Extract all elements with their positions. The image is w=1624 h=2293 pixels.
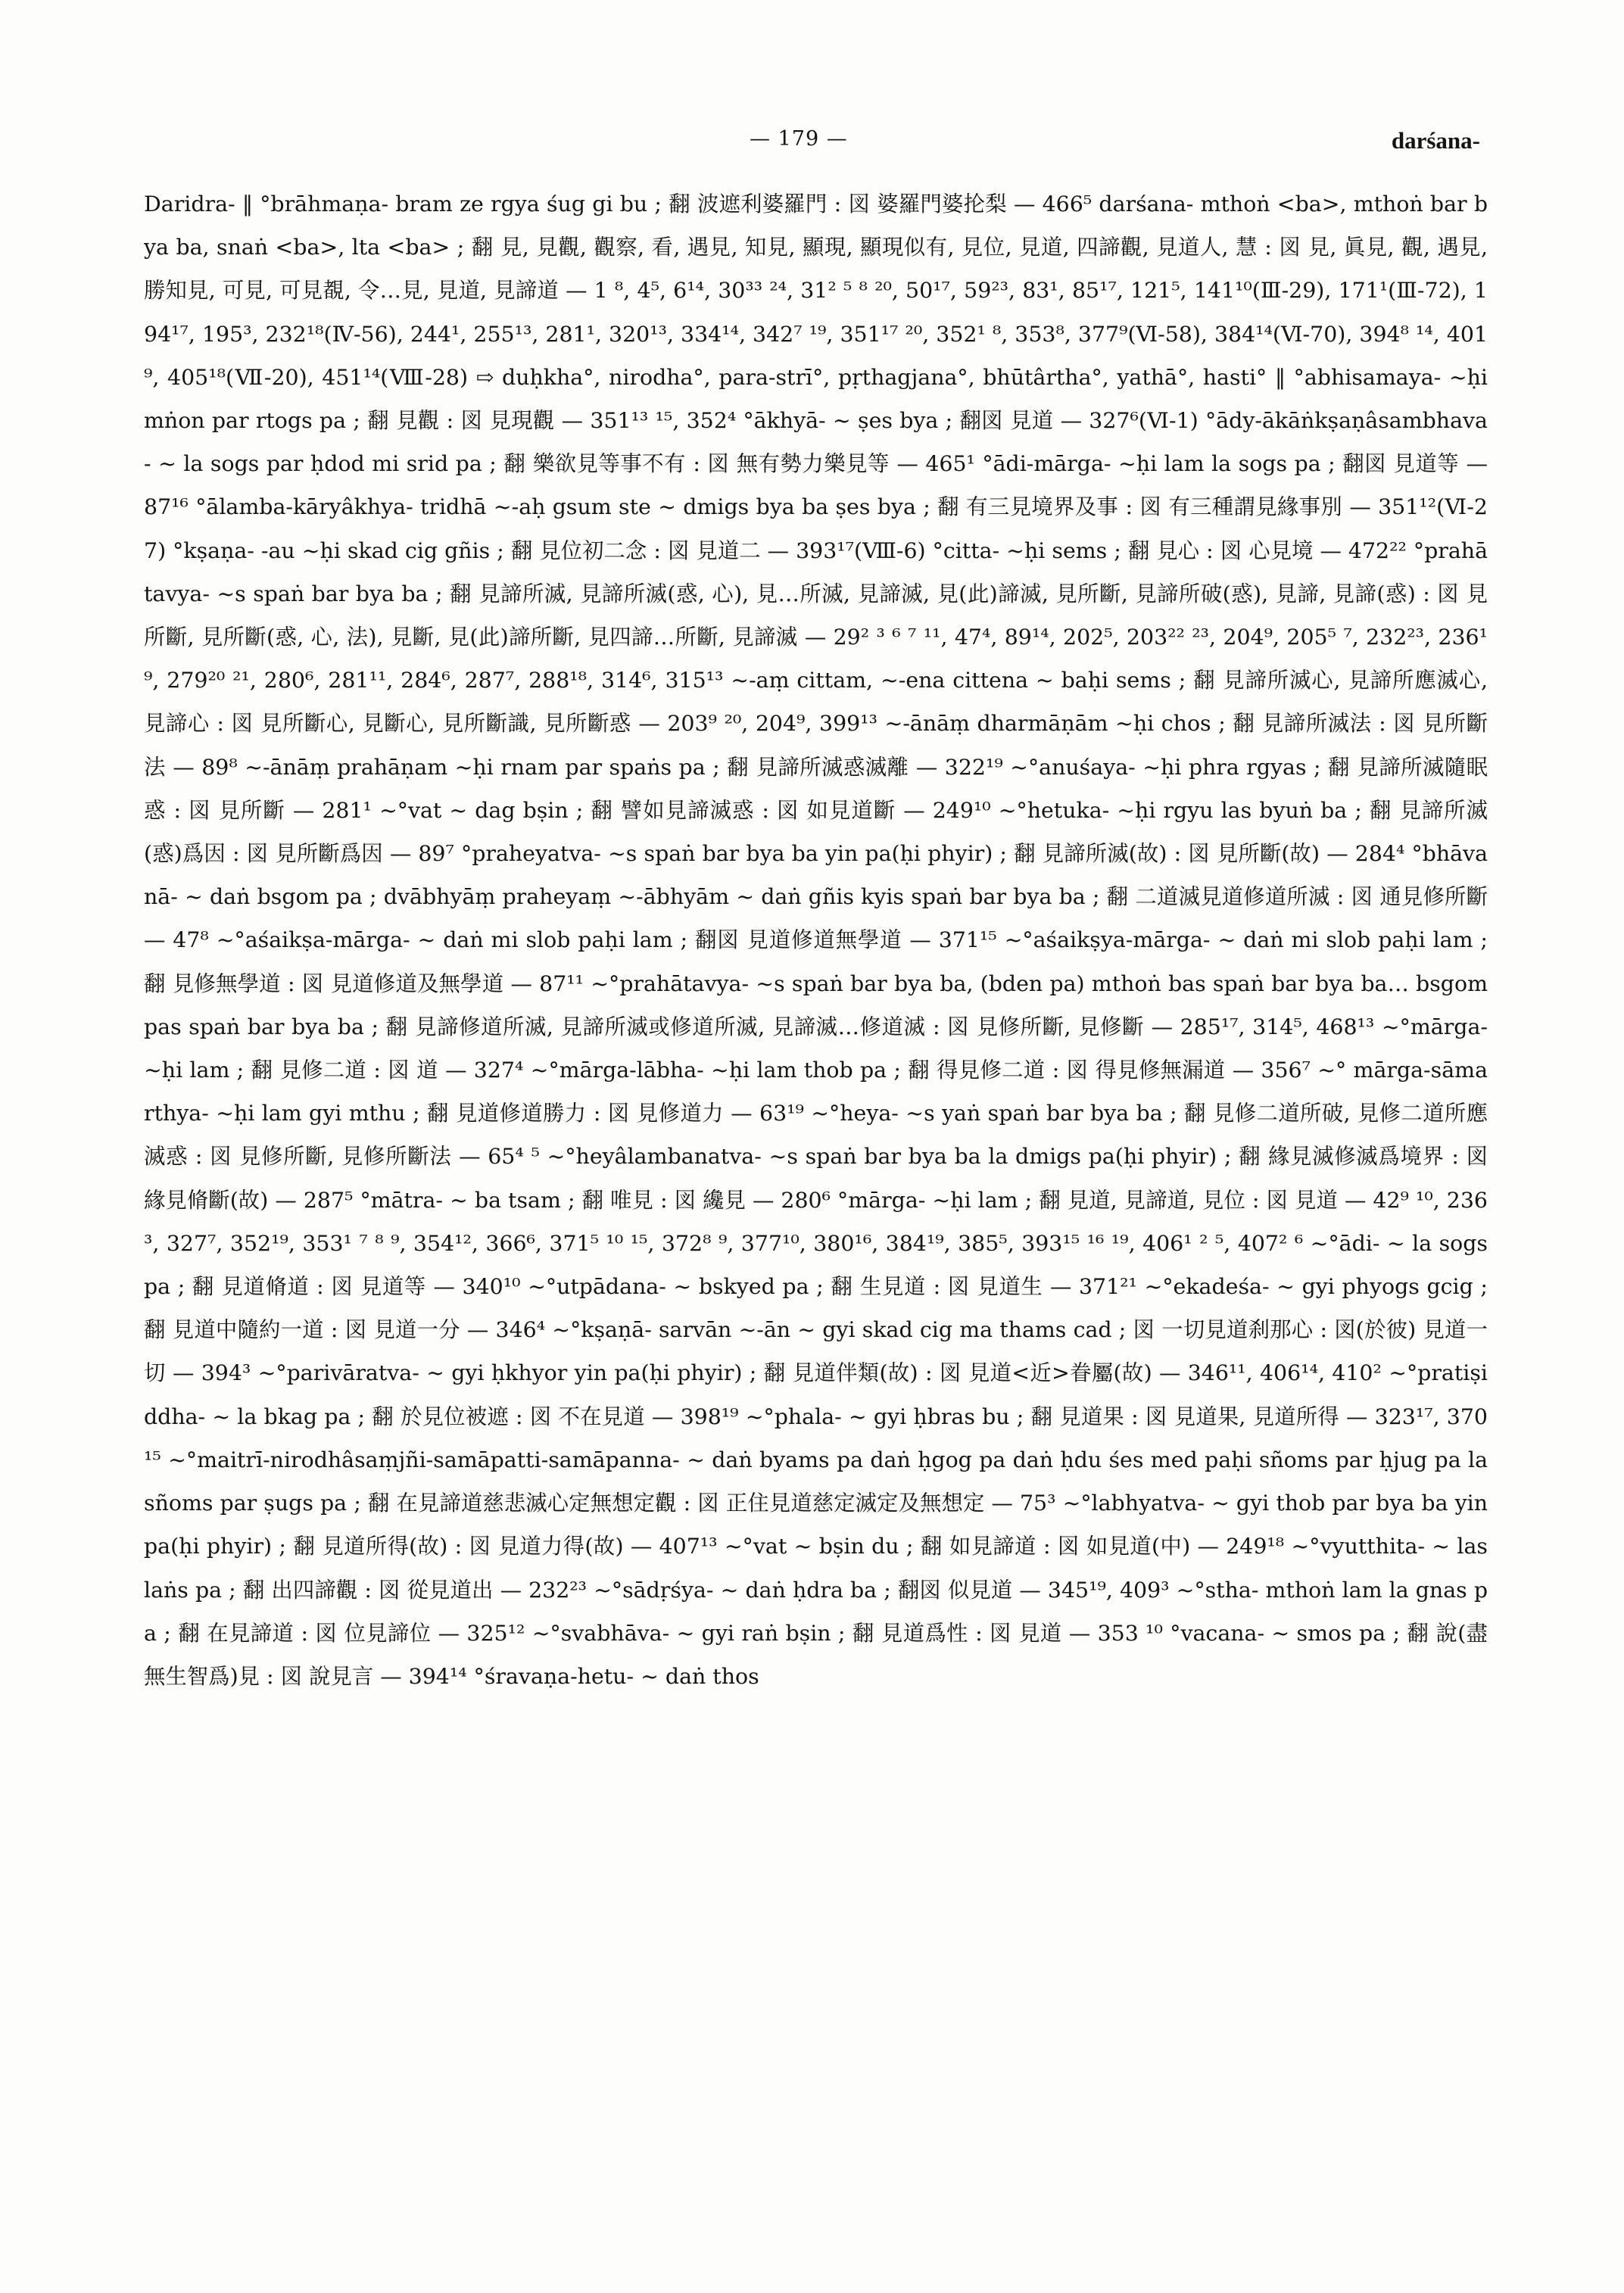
page-number: — 179 — — [750, 127, 848, 151]
dictionary-body — [144, 182, 1488, 2249]
page-header — [0, 127, 1624, 165]
dictionary-entry-text: Daridra- ‖ °brāhmaṇa- bram ze rgya śug gi bu ; 翻 波遮利婆羅門 : 図 婆羅門婆抡梨 — 466⁵ darśana- mthoṅ <ba>, mthoṅ bar bya ba, snaṅ <ba>, lta <ba> ; 翻 見, 見觀, 觀察, 看, 遇見, 知見, 顯現, 顯現似有, 見位, 見道, 四諦觀, 見道人, 慧 : 図 見, 眞見, 觀, 遇見, 勝知見, 可見, 可見覩, 令…見, 見道, 見諦道 — 1 ⁸, 4⁵, 6¹⁴, 30³³ ²⁴, 31² ⁵ ⁸ ²⁰, 50¹⁷, 59²³, 83¹, 85¹⁷, 121⁵, 141¹⁰(Ⅲ-29), 171¹(Ⅲ-72), 194¹⁷, 195³, 232¹⁸(Ⅳ-56), 244¹, 255¹³, 281¹, 320¹³, 334¹⁴, 342⁷ ¹⁹, 351¹⁷ ²⁰, 352¹ ⁸, 353⁸, 377⁹(Ⅵ-58), 384¹⁴(Ⅵ-70), 394⁸ ¹⁴, 401⁹, 405¹⁸(Ⅶ-20), 451¹⁴(Ⅷ-28) ⇨ duḥkha°, nirodha°, para-strī°, pṛthagjana°, bhūtârtha°, yathā°, hasti° ‖ °abhisamaya- ~ḥi mṅon par rtogs pa ; 翻 見觀 : 図 見現觀 — 351¹³ ¹⁵, 352⁴ °ākhyā- ~ ṣes bya ; 翻図 見道 — 327⁶(Ⅵ-1) °ādy-ākāṅkṣaṇâsambhava- ~ la sogs par ḥdod mi srid pa ; 翻 樂欲見等事不有 : 図 無有勢力樂見等 — 465¹ °ādi-mārga- ~ḥi lam la sogs pa ; 翻図 見道等 — 87¹⁶ °ālamba-kāryâkhya- tridhā ~-aḥ gsum ste ~ dmigs bya ba ṣes bya ; 翻 有三見境界及事 : 図 有三種謂見緣事別 — 351¹²(Ⅵ-27) °kṣaṇa- -au ~ḥi skad cig gñis ; 翻 見位初二念 : 図 見道二 — 393¹⁷(Ⅷ-6) °citta- ~ḥi sems ; 翻 見心 : 図 心見境 — 472²² °prahātavya- ~s spaṅ bar bya ba ; 翻 見諦所滅, 見諦所滅(惑, 心), 見…所滅, 見諦滅, 見(此)諦滅, 見所斷, 見諦所破(惑), 見諦, 見諦(惑) : 図 見所斷, 見所斷(惑, 心, 法), 見斷, 見(此)諦所斷, 見四諦…所斷, 見諦滅 — 29² ³ ⁶ ⁷ ¹¹, 47⁴, 89¹⁴, 202⁵, 203²² ²³, 204⁹, 205⁵ ⁷, 232²³, 236¹⁹, 279²⁰ ²¹, 280⁶, 281¹¹, 284⁶, 287⁷, 288¹⁸, 314⁶, 315¹³ ~-aṃ cittam, ~-ena cittena ~ baḥi sems ; 翻 見諦所滅心, 見諦所應滅心, 見諦心 : 図 見所斷心, 見斷心, 見所斷識, 見所斷惑 — 203⁹ ²⁰, 204⁹, 399¹³ ~-ānāṃ dharmāṇām ~ḥi chos ; 翻 見諦所滅法 : 図 見所斷法 — 89⁸ ~-ānāṃ prahāṇam ~ḥi rnam par spaṅs pa ; 翻 見諦所滅惑滅離 — 322¹⁹ ~°anuśaya- ~ḥi phra rgyas ; 翻 見諦所滅隨眠惑 : 図 見所斷 — 281¹ ~°vat ~ dag bṣin ; 翻 譬如見諦滅惑 : 図 如見道斷 — 249¹⁰ ~°hetuka- ~ḥi rgyu las byuṅ ba ; 翻 見諦所滅(惑)爲因 : 図 見所斷爲因 — 89⁷ °praheyatva- ~s spaṅ bar bya ba yin pa(ḥi phyir) ; 翻 見諦所滅(故) : 図 見所斷(故) — 284⁴ °bhāvanā- ~ daṅ bsgom pa ; dvābhyāṃ praheyaṃ ~-ābhyām ~ daṅ gñis kyis spaṅ bar bya ba ; 翻 二道滅見道修道所滅 : 図 通見修所斷 — 47⁸ ~°aśaikṣa-mārga- ~ daṅ mi slob paḥi lam ; 翻図 見道修道無學道 — 371¹⁵ ~°aśaikṣya-mārga- ~ daṅ mi slob paḥi lam ; 翻 見修無學道 : 図 見道修道及無學道 — 87¹¹ ~°prahātavya- ~s spaṅ bar bya ba, (bden pa) mthoṅ bas spaṅ bar bya ba… bsgom pas spaṅ bar bya ba ; 翻 見諦修道所滅, 見諦所滅或修道所滅, 見諦滅…修道滅 : 図 見修所斷, 見修斷 — 285¹⁷, 314⁵, 468¹³ ~°mārga- ~ḥi lam ; 翻 見修二道 : 図 道 — 327⁴ ~°mārga-lābha- ~ḥi lam thob pa ; 翻 得見修二道 : 図 得見修無漏道 — 356⁷ ~° mārga-sāmarthya- ~ḥi lam gyi mthu ; 翻 見道修道勝力 : 図 見修道力 — 63¹⁹ ~°heya- ~s yaṅ spaṅ bar bya ba ; 翻 見修二道所破, 見修二道所應滅惑 : 図 見修所斷, 見修所斷法 — 65⁴ ⁵ ~°heyâlambanatva- ~s spaṅ bar bya ba la dmigs pa(ḥi phyir) ; 翻 緣見滅修滅爲境界 : 図 緣見脩斷(故) — 287⁵ °mātra- ~ ba tsam ; 翻 唯見 : 図 纔見 — 280⁶ °mārga- ~ḥi lam ; 翻 見道, 見諦道, 見位 : 図 見道 — 42⁹ ¹⁰, 236³, 327⁷, 352¹⁹, 353¹ ⁷ ⁸ ⁹, 354¹², 366⁶, 371⁵ ¹⁰ ¹⁵, 372⁸ ⁹, 377¹⁰, 380¹⁶, 384¹⁹, 385⁵, 393¹⁵ ¹⁶ ¹⁹, 406¹ ² ⁵, 407² ⁶ ~°ādi- ~ la sogs pa ; 翻 見道脩道 : 図 見道等 — 340¹⁰ ~°utpādana- ~ bskyed pa ; 翻 生見道 : 図 見道生 — 371²¹ ~°ekadeśa- ~ gyi phyogs gcig ; 翻 見道中隨約一道 : 図 見道一分 — 346⁴ ~°kṣaṇā- sarvān ~-ān ~ gyi skad cig ma thams cad ; 図 一切見道刹那心 : 図(於彼) 見道一切 — 394³ ~°parivāratva- ~ gyi ḥkhyor yin pa(ḥi phyir) ; 翻 見道伴類(故) : 図 見道<近>眷屬(故) — 346¹¹, 406¹⁴, 410² ~°pratiṣiddha- ~ la bkag pa ; 翻 於見位被遮 : 図 不在見道 — 398¹⁹ ~°phala- ~ gyi ḥbras bu ; 翻 見道果 : 図 見道果, 見道所得 — 323¹⁷, 370¹⁵ ~°maitrī-nirodhâsaṃjñi-samāpatti-samāpanna- ~ daṅ byams pa daṅ ḥgog pa daṅ ḥdu śes med paḥi sñoms par ḥjug pa la sñoms par ṣugs pa ; 翻 在見諦道慈悲滅心定無想定觀 : 図 正住見道慈定滅定及無想定 — 75³ ~°labhyatva- ~ gyi thob par bya ba yin pa(ḥi phyir) ; 翻 見道所得(故) : 図 見道力得(故) — 407¹³ ~°vat ~ bṣin du ; 翻 如見諦道 : 図 如見道(中) — 249¹⁸ ~°vyutthita- ~ las laṅs pa ; 翻 出四諦觀 : 図 從見道出 — 232²³ ~°sādṛśya- ~ daṅ ḥdra ba ; 翻図 似見道 — 345¹⁹, 409³ ~°stha- mthoṅ lam la gnas pa ; 翻 在見諦道 : 図 位見諦位 — 325¹² ~°svabhāva- ~ gyi raṅ bṣin ; 翻 見道爲性 : 図 見道 — 353 ¹⁰ °vacana- ~ smos pa ; 翻 說(盡無生智爲)見 : 図 說見言 — 394¹⁴ °śravaṇa-hetu- ~ daṅ thos — [144, 192, 1488, 1689]
running-head: darśana- — [1391, 127, 1480, 154]
